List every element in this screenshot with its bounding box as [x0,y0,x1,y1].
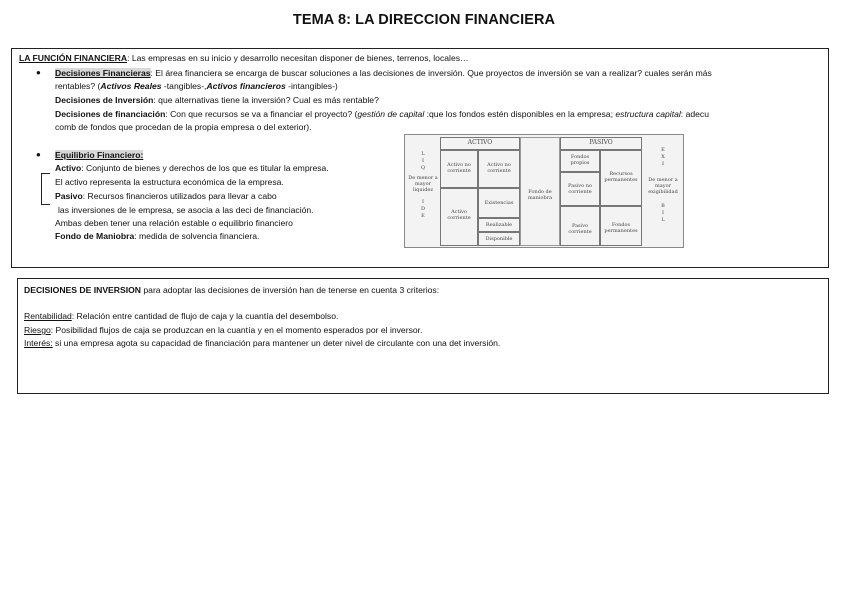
inversion-intro: para adoptar las decisiones de inversión han de tenerse en cuenta 3 criterios: [141,285,440,295]
riesgo-label: Riesgo [24,325,51,335]
exigibilidad-axis-label: De menor a mayor exigibilidad [648,177,678,195]
fondo-maniobra-label: Fondo de Maniobra [55,231,135,241]
pasivo-text: : Recursos financieros utilizados para llevar a cabo [82,191,277,201]
ambas-line: Ambas deben tener una relación estable o equilibrio financiero [55,218,293,228]
bullet-dot: ● [36,150,41,159]
activos-financieros: Activos financieros [206,81,286,91]
dec-fin-text-b: -tangibles-, [161,81,207,91]
activo-no-corriente-sub-label: Activo no corriente [487,162,511,174]
disponible-label: Disponible [485,236,513,242]
activos-reales: Activos Reales [100,81,162,91]
equilibrio-line [55,150,143,161]
rentabilidad-line [24,311,338,322]
bullet-dot: ● [36,68,41,77]
decisiones-financieras-line [55,68,712,79]
recursos-permanentes-label: Recursos permanentes [604,171,638,183]
existencias-label: Existencias [484,200,514,206]
decisiones-inversion-text: : que alternativas tiene la inversión? Cual es más rentable? [153,95,379,105]
rentabilidad-label: Rentabilidad [24,311,72,321]
activo-text: : Conjunto de bienes y derechos de los que es titular la empresa. [81,163,329,173]
liquidez-letters-bottom: I D E [420,199,425,219]
pasivo-label: Pasivo [55,191,83,201]
activo-corriente-label: Activo corriente [447,209,471,221]
estructura-capital: estructura capital [615,109,681,119]
rentabilidad-text: : Relación entre cantidad de flujo de caja y la cuantía del desembolso. [71,311,339,321]
decisiones-inversion-label: Decisiones de Inversión [55,95,154,105]
exigibilidad-letters-top: E X I [661,147,665,167]
realizable-label: Realizable [485,222,513,228]
inversion-intro-line [24,285,439,296]
funcion-intro-line [19,53,469,64]
dec-fin-text-a: rentables? ( [55,81,101,91]
fondo-maniobra-cell-label: Fondo de maniobra [527,189,553,201]
activo-label: Activo [55,163,82,173]
activo-header: ACTIVO [467,139,493,146]
fondos-propios-label: Fondos propios [570,154,590,166]
riesgo-line [24,325,422,336]
decisiones-financiacion-line [55,109,709,120]
pasivo-header: PASIVO [589,139,613,146]
pasivo-corriente-label: Pasivo corriente [568,223,592,235]
fondo-maniobra-text: : medida de solvencia financiera. [134,231,260,241]
decisiones-financieras-label: Decisiones Financieras [55,68,151,78]
decisiones-financiacion-label: Decisiones de financiación [55,109,166,119]
bracket-line [41,173,50,205]
activo-no-corriente-label: Activo no corriente [447,162,471,174]
page-title: TEMA 8: LA DIRECCION FINANCIERA [292,12,556,28]
fondos-permanentes-label: Fondos permanentes [604,222,638,234]
decisiones-financieras-text: : El área financiera se encarga de buscar soluciones a las decisiones de inversión. Que proyectos de inversión se van a realizar? cuales serán más [150,68,712,78]
exigibilidad-letters-bottom: B I L [661,203,665,223]
interes-label: Interés: [24,338,53,348]
dec-fin-text-c: -intangibles-) [285,81,338,91]
pasivo-no-corriente-label: Pasivo no corriente [568,183,592,195]
equilibrio-label: Equilibrio Financiero: [55,150,144,160]
activo-line [55,163,329,174]
inversion-heading: DECISIONES DE INVERSION [24,285,141,295]
balance-sheet-diagram [404,134,684,248]
liquidez-letters-top: L I Q [420,151,426,171]
dec-fnc-text-b: :que los fondos estén disponibles en la empresa; [424,109,616,119]
pasivo-line [55,191,277,202]
decisiones-financieras-line2 [55,81,338,92]
dec-fnc-text-c: : adecu [680,109,709,119]
riesgo-text: : Posibilidad flujos de caja se produzcan en la cuantía y en el momento esperados por el inversor. [50,325,423,335]
interes-text: si una empresa agota su capacidad de financiación para mantener un deter nivel de circulante con una det inversión. [52,338,501,348]
pasivo-line2: las inversiones de le empresa, se asocia a las deci de financiación. [58,205,314,215]
interes-line [24,338,500,349]
dec-fnc-text-a: : Con que recursos se va a financiar el proyecto? ( [165,109,358,119]
funcion-intro: : Las empresas en su inicio y desarrollo necesitan disponer de bienes, terrenos, locales… [127,53,469,63]
liquidez-axis-label: De menor a mayor liquidez [408,175,438,193]
fondo-maniobra-line [55,231,259,242]
funcion-heading: LA FUNCIÓN FINANCIERA [19,53,128,63]
activo-line2: El activo representa la estructura económica de la empresa. [55,177,284,187]
gestion-capital: gestión de capital [357,109,425,119]
decisiones-financiacion-line2: comb de fondos que procedan de la propia empresa o del exterior). [55,122,312,132]
decisiones-inversion-line [55,95,379,106]
